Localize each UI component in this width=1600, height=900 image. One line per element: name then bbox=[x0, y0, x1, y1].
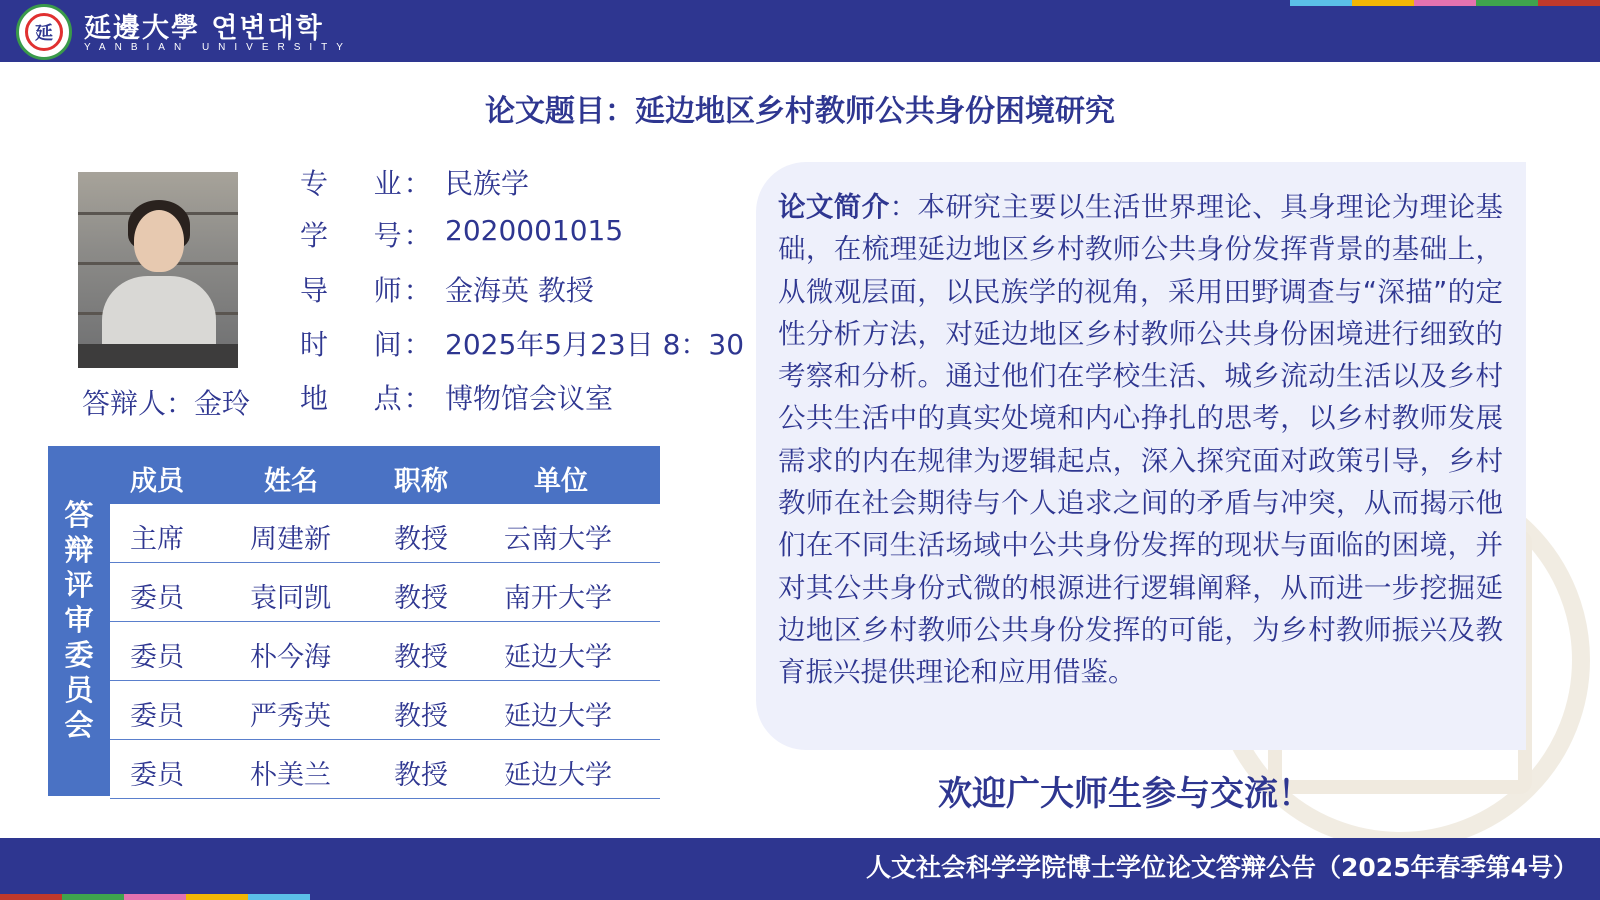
university-logo-icon: 延 bbox=[16, 4, 72, 60]
cell-title: 教授 bbox=[394, 642, 448, 673]
cell-role: 委员 bbox=[130, 701, 184, 732]
header-color-strip bbox=[1290, 0, 1600, 6]
committee-table bbox=[48, 446, 660, 796]
cell-unit: 云南大学 bbox=[504, 524, 612, 555]
cell-name: 朴美兰 bbox=[250, 760, 331, 791]
cell-role: 委员 bbox=[130, 760, 184, 791]
abstract-body: ：本研究主要以生活世界理论、具身理论为理论基础，在梳理延边地区乡村教师公共身份发挥背景的基础上，从微观层面，以民族学的视角，采用田野调查与“深描”的定性分析方法，对延边地区乡村教师公共身份困境进行细致的考察和分析。通过他们在学校生活、城乡流动生活以及乡村公共生活中的真实处境和内心挣扎的思考，以乡村教师发展需求的内在规律为逻辑起点，深入探究面对政策引导，乡村教师在社会期待与个人追求之间的矛盾与冲突，从而揭示他们在不同生活场域中公共身份发挥的现状与面临的困境，并对其公共身份式微的根源进行逻辑阐释，从而进一步挖掘延边地区乡村教师公共身份发挥的可能，为乡村教师振兴及教育振兴提供理论和应用借鉴。 bbox=[778, 191, 1504, 689]
info-value: 2025年5月23日 8：30 bbox=[445, 328, 745, 361]
university-name-cn: 延邊大學 연변대학 bbox=[84, 13, 324, 44]
abstract-label: 论文简介 bbox=[778, 191, 890, 223]
footer-color-strip bbox=[0, 894, 310, 900]
defender-photo bbox=[78, 172, 238, 368]
info-value: 民族学 bbox=[445, 167, 530, 200]
cell-title: 教授 bbox=[394, 583, 448, 614]
info-row-location bbox=[300, 377, 613, 417]
cell-title: 教授 bbox=[394, 760, 448, 791]
abstract-text-block bbox=[778, 186, 1503, 694]
cell-role: 委员 bbox=[130, 642, 184, 673]
column-header: 成员 bbox=[130, 466, 184, 497]
cell-role: 主席 bbox=[130, 524, 184, 555]
cell-name: 袁同凯 bbox=[250, 583, 331, 614]
info-value: 2020001015 bbox=[445, 214, 624, 247]
column-header: 职称 bbox=[394, 466, 448, 497]
info-label: 时 间： bbox=[300, 328, 434, 361]
info-label: 地 点： bbox=[300, 382, 434, 415]
cell-name: 严秀英 bbox=[250, 701, 331, 732]
table-row bbox=[110, 563, 660, 622]
info-label: 专 业： bbox=[300, 167, 434, 200]
committee-side-label bbox=[48, 446, 110, 796]
defender-name: 答辩人：金玲 bbox=[82, 387, 251, 420]
announcement-footer: 人文社会科学学院博士学位论文答辩公告（2025年春季第4号） bbox=[866, 853, 1578, 882]
cell-title: 教授 bbox=[394, 524, 448, 555]
table-header bbox=[110, 446, 660, 504]
info-value: 博物馆会议室 bbox=[445, 382, 614, 415]
thesis-title: 论文题目：延边地区乡村教师公共身份困境研究 bbox=[485, 94, 1115, 129]
cell-name: 周建新 bbox=[250, 524, 331, 555]
table-row bbox=[110, 622, 660, 681]
column-header: 单位 bbox=[534, 466, 588, 497]
info-row-time bbox=[300, 323, 744, 363]
column-header: 姓名 bbox=[264, 466, 318, 497]
welcome-message: 欢迎广大师生参与交流！ bbox=[938, 774, 1312, 814]
info-value: 金海英 教授 bbox=[445, 274, 594, 307]
cell-unit: 延边大学 bbox=[504, 760, 612, 791]
university-name-en: YANBIAN UNIVERSITY bbox=[84, 42, 352, 53]
info-row-advisor bbox=[300, 269, 594, 309]
cell-role: 委员 bbox=[130, 583, 184, 614]
cell-unit: 延边大学 bbox=[504, 701, 612, 732]
info-label: 导 师： bbox=[300, 274, 434, 307]
footer-bar bbox=[0, 838, 1600, 900]
info-row-major bbox=[300, 162, 529, 202]
info-label: 学 号： bbox=[300, 219, 434, 252]
header-bar bbox=[0, 0, 1600, 62]
table-row bbox=[110, 681, 660, 740]
cell-title: 教授 bbox=[394, 701, 448, 732]
cell-name: 朴今海 bbox=[250, 642, 331, 673]
cell-unit: 延边大学 bbox=[504, 642, 612, 673]
info-row-student-id bbox=[300, 214, 623, 254]
table-row bbox=[110, 740, 660, 799]
committee-title: 答辩评审委员会 bbox=[64, 498, 94, 742]
cell-unit: 南开大学 bbox=[504, 583, 612, 614]
table-row bbox=[110, 504, 660, 563]
